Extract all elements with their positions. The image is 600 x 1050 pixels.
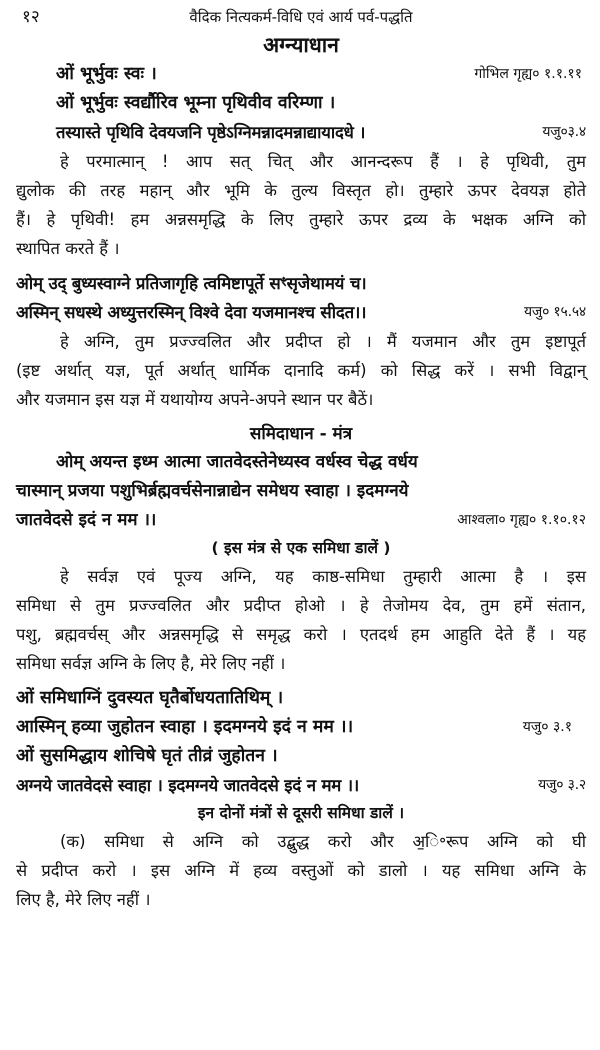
meaning-paragraph: [16, 327, 586, 414]
mantra-line: [16, 713, 586, 742]
mantra-text: अग्नये जातवेदसे स्वाहा । इदमग्नये जातवेदसे इदं न मम ।।: [16, 775, 360, 795]
mantra-text: जातवेदसे इदं न मम ।।: [16, 510, 157, 530]
mantra-line: ओं भूर्भुवः स्वर्द्यौरिव भूम्ना पृथिवीव वरिम्णा ।: [56, 93, 336, 113]
page-number: १२: [22, 7, 40, 27]
mantra-line: [16, 506, 586, 535]
text-line: लिए है, मेरे लिए नहीं ।: [16, 890, 151, 909]
meaning-paragraph: [16, 147, 586, 263]
mantra-line: ओम् उद् बुध्यस्वाग्ने प्रतिजागृहि त्वमिष्टापूर्ते सꣳसृजेथामयं च।: [16, 273, 367, 293]
instruction-note: इन दोनों मंत्रों से दूसरी समिधा डालें ।: [197, 804, 405, 822]
verse-reference: आश्वला० गृह्य० १.१०.१२: [457, 512, 586, 528]
text-line: से प्रदीप्त करो । इस अग्नि में हव्य वस्तुओं को डालो । यह समिधा अग्नि के: [16, 861, 586, 880]
text-line: हैं। हे पृथिवी! हम अन्नसमृद्धि के लिए तुम्हारे ऊपर द्रव्य के भक्षक अग्नि को: [16, 210, 586, 229]
mantra-line: ओं समिधाग्निं दुवस्यत घृतैर्बोधयतातिथिम् ।: [16, 688, 284, 708]
text-line: समिधा सर्वज्ञ अग्नि के लिए है, मेरे लिए नहीं ।: [16, 654, 286, 673]
meaning-paragraph: [16, 827, 586, 914]
mantra-line: [16, 60, 586, 89]
verse-reference: यजु० १५.५४: [523, 304, 586, 320]
text-line: हे सर्वज्ञ एवं पूज्य अग्नि, यह काष्ठ-समिधा तुम्हारी आत्मा है । इस: [60, 567, 586, 586]
mantra-line: [16, 771, 586, 800]
subheading: समिदाधान - मंत्र: [249, 424, 353, 444]
verse-reference: यजु० ३.१: [522, 719, 572, 735]
text-line: हे अग्नि, तुम प्रज्ज्वलित और प्रदीप्त हो । मैं यजमान और तुम इष्टापूर्त: [60, 332, 586, 351]
mantra-line: ओम् अयन्त इध्म आत्मा जातवेदस्तेनेध्यस्व वर्धस्व चेद्ध वर्धय: [56, 452, 418, 472]
text-line: पशु, ब्रह्मवर्चस् और अन्नसमृद्धि से समृद्ध करो । एतदर्थ हम आहुति देते हैं । यह: [16, 625, 586, 644]
running-title: वैदिक नित्यकर्म-विधि एवं आर्य पर्व-पद्धति: [189, 8, 413, 26]
text-line: स्थापित करते हैं ।: [16, 239, 120, 258]
text-line: समिधा से तुम प्रज्ज्वलित और प्रदीप्त होओ । हे तेजोमय देव, तुम हमें संतान,: [16, 596, 586, 615]
page-header: [16, 0, 586, 30]
instruction-note: ( इस मंत्र से एक समिधा डालें ): [211, 539, 391, 557]
mantra-text: तस्यास्ते पृथिवि देवयजनि पृष्ठेऽग्निमन्नादमन्नाद्यायादधे ।: [56, 123, 366, 142]
mantra-line: [16, 118, 586, 147]
text-line: (क) समिधा से अग्नि को उद्बुद्ध करो और अ॒ि॰रूप अग्नि को घी: [60, 832, 586, 851]
text-line: और यजमान इस यज्ञ में यथायोग्य अपने-अपने स्थान पर बैठें।: [16, 390, 374, 409]
mantra-text: आस्मिन् हव्या जुहोतन स्वाहा । इदमग्नये इदं न मम ।।: [16, 717, 354, 737]
mantra-text: ओं भूर्भुवः स्वः ।: [56, 64, 157, 84]
verse-reference: गोभिल गृह्य० १.१.११: [474, 66, 582, 82]
mantra-line: चास्मान् प्रजया पशुभिर्ब्रह्मवर्चसेनान्नाद्येन समेधय स्वाहा । इदमग्नये: [16, 481, 409, 501]
verse-reference: यजु० ३.२: [538, 777, 586, 793]
text-line: (इष्ट अर्थात् यज्ञ, पूर्त अर्थात् धार्मिक दानादि कर्म) को सिद्ध करें । सभी विद्वान्: [16, 361, 586, 380]
section-title: अग्न्याधान: [263, 33, 339, 57]
text-line: द्युलोक की तरह महान् और भूमि के तुल्य विस्तृत हो। तुम्हारे ऊपर देवयज्ञ होते: [16, 181, 586, 200]
verse-reference: यजु०३.४: [542, 124, 586, 140]
mantra-text: अस्मिन् सधस्थे अध्युत्तरस्मिन् विश्वे देवा यजमानश्च सीदत।।: [16, 302, 367, 322]
mantra-line: ओं सुसमिद्धाय शोचिषे घृतं तीव्रं जुहोतन ।: [16, 746, 278, 766]
mantra-line: [16, 298, 586, 327]
meaning-paragraph: [16, 562, 586, 678]
text-line: हे परमात्मान् ! आप सत् चित् और आनन्दरूप हैं । हे पृथिवी, तुम: [60, 152, 586, 171]
